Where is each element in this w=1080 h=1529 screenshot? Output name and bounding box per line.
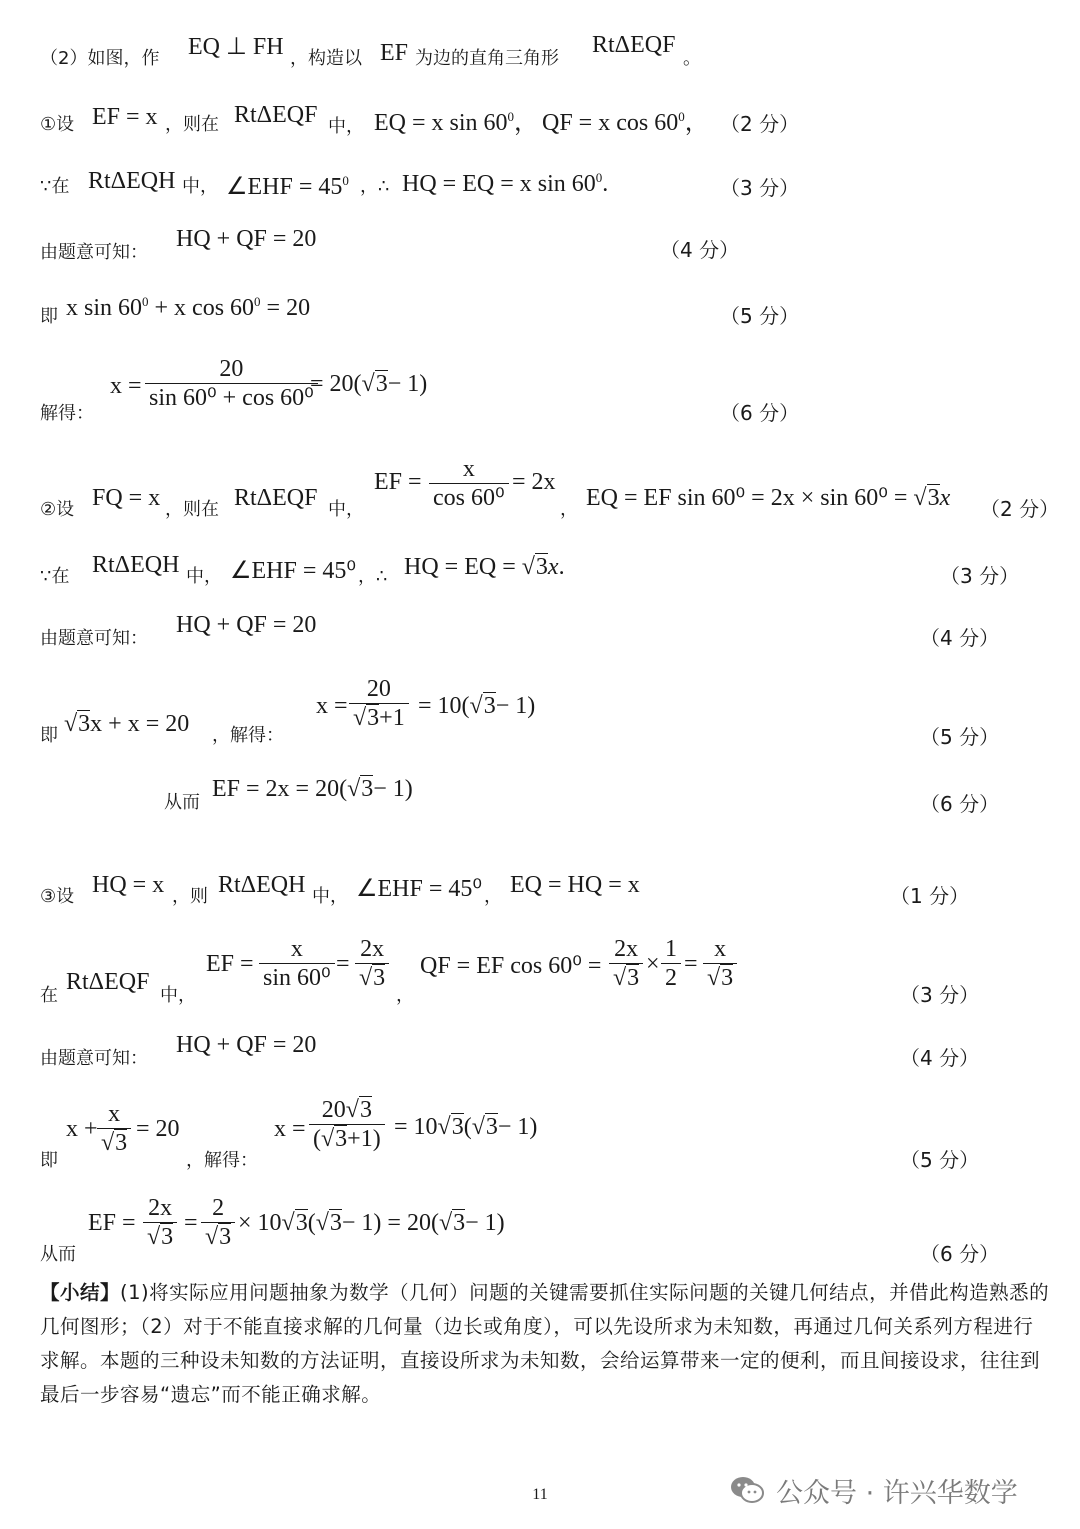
m3l1-score: （1 分） xyxy=(890,884,970,908)
m2l5-a: 从而 xyxy=(164,792,200,813)
m3l5-den2-rad: 3 xyxy=(219,1224,232,1250)
m1l1-c: 中， xyxy=(328,116,364,137)
m2l1-comma: ， xyxy=(560,499,578,520)
m1l1-ef: EF = x xyxy=(92,104,158,130)
m3l5-den: √3 xyxy=(143,1222,177,1251)
m1l4-p1: x sin 60 xyxy=(66,295,143,321)
m2l4-rad: 3 xyxy=(78,711,91,737)
m2l4-score: （5 分） xyxy=(920,725,1000,749)
m3l2-num3: 2x xyxy=(614,936,639,962)
m3l1-angle: ∠EHF = 45⁰ xyxy=(356,876,483,902)
m2l2-score: （3 分） xyxy=(940,564,1020,588)
method1-line2 xyxy=(0,166,1080,206)
summary-text: (1)将实际应用问题抽象为数学（几何）问题的关键需要抓住实际问题的关键几何结点，并借此构造熟悉的几何图形；（2）对于不能直接求解的几何量（边长或角度），可以先设所求为未知数，再通过几何关系列方程进行求解。本题的三种设未知数的方法证明，直接设所求为未知数，会给运算带来一定的便利，而且间接设求，往往到最后一步容易“遗忘”而不能正确求解。 xyxy=(40,1281,1050,1406)
m1l2-hq-text: HQ = EQ = x sin 60 xyxy=(402,171,596,197)
m3l2-den: sin 60⁰ xyxy=(259,963,335,992)
watermark xyxy=(730,1468,1018,1512)
m1l5-frac xyxy=(142,355,321,412)
method2-line5 xyxy=(0,774,1080,814)
m2l2-a: ∵在 xyxy=(40,566,70,587)
m2l4-den: √3+1 xyxy=(349,703,409,732)
intro-text-c: 为边的直角三角形 xyxy=(415,48,559,69)
m2l1-a: ②设 xyxy=(40,499,75,520)
m3l1-eq: EQ = HQ = x xyxy=(510,872,640,898)
m3l4-num2-rad: 3 xyxy=(359,1097,372,1123)
m3l4-rad4: 3 xyxy=(485,1114,498,1140)
m1l5-num: 20 xyxy=(219,356,244,382)
m3l5-score: （6 分） xyxy=(920,1242,1000,1266)
m2l2-hq-text: HQ = EQ = xyxy=(404,554,516,580)
m3l2-den4: 2 xyxy=(661,963,681,992)
m3l2-frac3 xyxy=(606,935,646,992)
m2l2-angle: ∠EHF = 45⁰ xyxy=(230,558,357,584)
m2l2-hq: HQ = EQ = √3x. xyxy=(404,554,565,580)
m3l3-eq: HQ + QF = 20 xyxy=(176,1032,317,1058)
m2l4-tail: − 1) xyxy=(495,693,536,719)
m1l2-c: ，∴ xyxy=(360,176,390,197)
m3l2-score: （3 分） xyxy=(900,983,980,1007)
m3l5-a: 从而 xyxy=(40,1244,76,1265)
m3l4-frac2 xyxy=(306,1096,388,1153)
m2l1-lhs: EF = xyxy=(374,469,422,495)
m2l1-rt: RtΔEQF xyxy=(234,485,318,511)
m1l5-a: 解得： xyxy=(40,403,94,424)
intro-text-b: ，构造以 xyxy=(290,48,362,69)
m1l1-rt: RtΔEQF xyxy=(234,102,318,128)
m2l2-rt: RtΔEQH xyxy=(92,552,180,578)
m3l5-num: 2x xyxy=(148,1195,173,1221)
m1l5-rhs-a: = 20( xyxy=(310,371,362,397)
m3l2-den3-rad: 3 xyxy=(627,965,640,991)
method2-line3 xyxy=(0,612,1080,652)
m3l4-den2: (√3+1) xyxy=(309,1124,385,1153)
m2l4-rhs-a: = 10( xyxy=(418,693,470,719)
m3l5-rad3: 3 xyxy=(453,1210,466,1236)
m3l4-frac xyxy=(94,1100,134,1157)
m2l2-x: x xyxy=(547,554,559,580)
m3l1-d: ， xyxy=(484,886,502,907)
intro-line xyxy=(0,30,1080,70)
m2l4-eq: √3x + x = 20 xyxy=(64,711,190,737)
method1-line4 xyxy=(0,292,1080,332)
m1l4-a: 即 xyxy=(40,306,58,327)
m3l4-den: √3 xyxy=(97,1128,131,1157)
m2l5-score: （6 分） xyxy=(920,792,1000,816)
m2l1-eq: EQ = EF sin 60⁰ = 2x × sin 60⁰ = √3x xyxy=(586,485,951,511)
m3l2-num: x xyxy=(290,936,303,962)
m3l5-den-rad: 3 xyxy=(161,1224,174,1250)
m3l5-num2: 2 xyxy=(212,1195,225,1221)
m3l4-a: 即 xyxy=(40,1150,58,1171)
m3l2-num5: x xyxy=(714,936,727,962)
m3l1-c: 中， xyxy=(312,886,348,907)
m1l5-score: （6 分） xyxy=(720,401,800,425)
m3l5-mid: ( xyxy=(307,1210,316,1236)
m2l1-frac xyxy=(426,455,512,512)
summary-label: 【小结】 xyxy=(40,1281,121,1304)
m1l5-lhs: x = xyxy=(110,373,142,399)
m3l2-times: × xyxy=(646,951,660,977)
m1l1-a: ①设 xyxy=(40,114,75,135)
wechat-icon xyxy=(730,1475,764,1505)
m3l4-den2-rad: 3 xyxy=(335,1126,348,1152)
m3l4-score: （5 分） xyxy=(900,1148,980,1172)
intro-math-rt: RtΔEQF xyxy=(592,32,676,58)
m2l2-b: 中， xyxy=(186,566,222,587)
m3l5-rhs-a: × 10 xyxy=(238,1210,282,1236)
m2l4-a: 即 xyxy=(40,725,58,746)
m2l5-eq-text: EF = 2x = 20( xyxy=(212,776,348,802)
m3l2-lhs: EF = xyxy=(206,951,254,977)
m1l2-angle: ∠EHF = $45^0$ xyxy=(226,173,349,200)
m1l4-eq: x $\sin 60^0 + x$ $\cos 60^0 = 20$ xyxy=(66,294,311,321)
m3l2-qf: QF = EF cos 60⁰ = xyxy=(420,953,602,979)
m3l1-hq: HQ = x xyxy=(92,872,165,898)
page-number: 11 xyxy=(532,1486,548,1503)
m3l4-rhs2: = 10√3(√3− 1) xyxy=(394,1114,538,1140)
m2l4-num: 20 xyxy=(366,676,391,702)
method2-line4 xyxy=(0,675,1080,747)
watermark-text: 公众号 · 许兴华数学 xyxy=(776,1477,1018,1509)
m3l4-den-rad: 3 xyxy=(115,1130,128,1156)
m3l4-lhs2: x = xyxy=(274,1116,306,1142)
m3l4-rhs2-a: = 10 xyxy=(394,1114,438,1140)
m3l2-frac1 xyxy=(256,935,338,992)
m1l1-eq: EQ = x $\sin 60^0$， xyxy=(374,109,539,136)
m3l1-b: ，则 xyxy=(172,886,208,907)
m1l2-angle-text: ∠EHF = 45 xyxy=(226,174,343,200)
m2l1-den: cos 60⁰ xyxy=(429,483,509,512)
m3l2-a: 在 xyxy=(40,985,58,1006)
m1l4-p2: + x cos 60 xyxy=(154,295,255,321)
m1l2-score: （3 分） xyxy=(720,176,800,200)
m1l1-score: （2 分） xyxy=(720,112,800,136)
summary-paragraph xyxy=(40,1276,1050,1412)
m3l2-frac5 xyxy=(700,935,740,992)
m3l3-a: 由题意可知： xyxy=(40,1048,148,1069)
m3l5-rad2: 3 xyxy=(329,1210,342,1236)
m3l2-den5: √3 xyxy=(703,963,737,992)
m2l3-eq: HQ + QF = 20 xyxy=(176,612,317,638)
m1l1-b: ，则在 xyxy=(165,114,219,135)
m3l2-frac4 xyxy=(658,935,684,992)
m3l4-rhs: = 20 xyxy=(136,1116,180,1142)
m2l4-lhs: x = xyxy=(316,693,348,719)
m3l2-den2-rad: 3 xyxy=(373,965,386,991)
m3l5-rhs: × 10√3(√3− 1) = 20(√3− 1) xyxy=(238,1210,505,1236)
m3l4-den2-pre: ( xyxy=(313,1126,321,1152)
m2l4-rhs: = 10(√3− 1) xyxy=(418,693,536,719)
m3l2-rt: RtΔEQF xyxy=(66,969,150,995)
m1l1-qf: QF = x $\cos 60^0$， xyxy=(542,109,709,136)
m2l1-c: 中， xyxy=(328,499,364,520)
m1l4-p3: = 20 xyxy=(266,295,311,321)
m2l1-score: （2 分） xyxy=(980,497,1060,521)
intro-text-a: （2）如图，作 xyxy=(40,48,160,69)
m3l4-tail: − 1) xyxy=(497,1114,538,1140)
m3l2-den3: √3 xyxy=(609,963,643,992)
m3l5-frac2 xyxy=(198,1194,238,1251)
m3l2-eq2: = xyxy=(684,951,698,977)
m2l5-rad: 3 xyxy=(361,776,374,802)
m3l3-score: （4 分） xyxy=(900,1046,980,1070)
m2l5-tail: − 1) xyxy=(373,776,413,802)
method1-line5 xyxy=(0,355,1080,425)
m3l2-frac2 xyxy=(352,935,392,992)
intro-math-perp: EQ ⊥ FH xyxy=(188,34,284,60)
m2l1-x: x xyxy=(939,485,951,511)
m2l3-a: 由题意可知： xyxy=(40,628,148,649)
intro-math-ef: EF xyxy=(380,40,409,66)
m2l1-eq-text: EQ = EF sin 60⁰ = 2x × sin 60⁰ = xyxy=(586,485,908,511)
m1l4-score: （5 分） xyxy=(720,304,800,328)
m1l3-score: （4 分） xyxy=(660,238,740,262)
m1l5-rhs: = 20(√3− 1) xyxy=(310,371,428,397)
m2l1-num: x xyxy=(462,456,475,482)
m1l5-tail: − 1) xyxy=(387,371,428,397)
m2l4-eq-text: x + x = 20 xyxy=(90,711,190,737)
intro-text-d: 。 xyxy=(683,48,701,69)
m3l2-den5-rad: 3 xyxy=(721,965,734,991)
m3l4-rad3: 3 xyxy=(451,1114,464,1140)
m1l5-den: sin 60⁰ + cos 60⁰ xyxy=(145,383,318,412)
m1l3-eq: HQ + QF = 20 xyxy=(176,226,317,252)
method1-line1 xyxy=(0,102,1080,142)
m2l4-den-tail: +1 xyxy=(379,705,405,731)
method3-line1 xyxy=(0,870,1080,910)
m3l5-lhs: EF = xyxy=(88,1210,136,1236)
m3l2-num2: 2x xyxy=(360,936,385,962)
m2l1-rad: 3 xyxy=(927,485,940,511)
m2l4-b: ，解得： xyxy=(212,725,284,746)
m2l4-frac xyxy=(346,675,412,732)
m3l5-mid2: − 1) = 20( xyxy=(341,1210,439,1236)
method3-line5 xyxy=(0,1190,1080,1266)
m1l2-hq: HQ = EQ = x $\sin 60^0$. xyxy=(402,170,609,197)
m3l5-rad: 3 xyxy=(295,1210,308,1236)
m2l4-rad2: 3 xyxy=(483,693,496,719)
method3-line3 xyxy=(0,1032,1080,1072)
m3l1-rt: RtΔEQH xyxy=(218,872,306,898)
method1-line3 xyxy=(0,226,1080,266)
m2l1-rhs: = 2x xyxy=(512,469,556,495)
m3l2-b: 中， xyxy=(160,985,196,1006)
m3l4-den2-tail: +1) xyxy=(347,1126,381,1152)
m1l1-eq-text: EQ = x sin 60 xyxy=(374,110,508,136)
m3l1-a: ③设 xyxy=(40,886,75,907)
m3l2-num4: 1 xyxy=(665,936,677,962)
m3l2-c: ， xyxy=(396,985,414,1006)
m2l2-rad: 3 xyxy=(535,554,548,580)
m1l1-qf-text: QF = x cos 60 xyxy=(542,110,679,136)
m3l4-num2: 20√3 xyxy=(321,1097,372,1123)
m3l5-tail: − 1) xyxy=(465,1210,505,1236)
method2-line2 xyxy=(0,552,1080,592)
m1l2-a: ∵在 xyxy=(40,176,70,197)
m1l2-rt: RtΔEQH xyxy=(88,168,176,194)
m3l4-num2-a: 20 xyxy=(321,1097,346,1123)
method3-line2 xyxy=(0,935,1080,1007)
m1l3-a: 由题意可知： xyxy=(40,242,148,263)
m1l5-rad: 3 xyxy=(375,371,388,397)
method2-line1 xyxy=(0,455,1080,525)
m3l5-eq: = xyxy=(184,1210,198,1236)
m3l4-lhs: x + xyxy=(66,1116,98,1142)
m2l5-eq: EF = 2x = 20(√3− 1) xyxy=(212,776,413,802)
m3l2-den2: √3 xyxy=(355,963,389,992)
method3-line4 xyxy=(0,1096,1080,1172)
m3l5-den2: √3 xyxy=(201,1222,235,1251)
m1l2-b: 中， xyxy=(182,176,218,197)
m2l3-score: （4 分） xyxy=(920,626,1000,650)
m2l4-den-rad: 3 xyxy=(367,705,380,731)
m3l4-mid: ( xyxy=(463,1114,472,1140)
m3l4-b: ，解得： xyxy=(186,1150,258,1171)
m3l2-eq: = xyxy=(336,951,350,977)
m2l1-b: ，则在 xyxy=(165,499,219,520)
m3l5-frac xyxy=(140,1194,180,1251)
m2l1-fq: FQ = x xyxy=(92,485,161,511)
m3l4-num: x xyxy=(108,1101,121,1127)
m2l2-c: ，∴ xyxy=(358,566,388,587)
